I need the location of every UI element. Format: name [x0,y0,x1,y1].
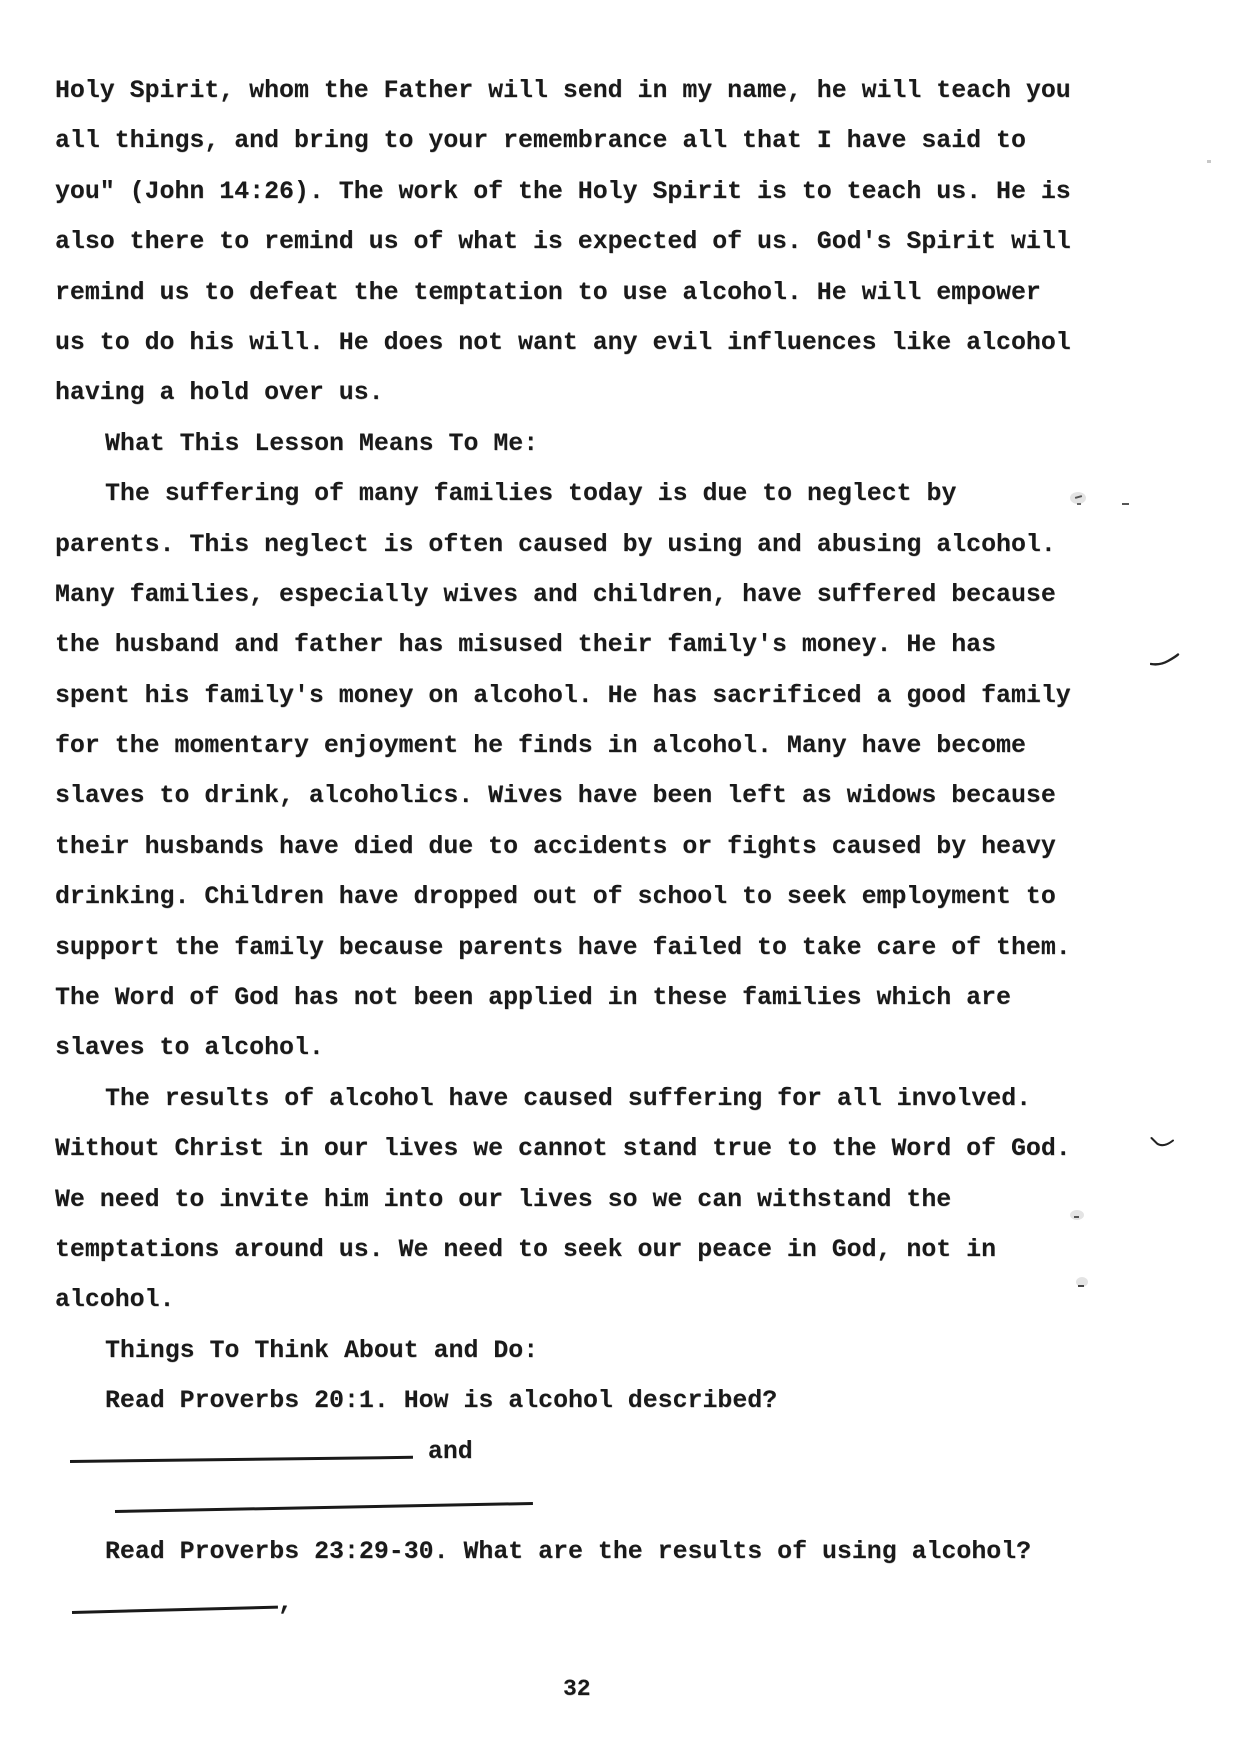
text-line: Things To Think About and Do: [105,1336,539,1365]
answer-blank-rule [70,1455,413,1462]
fill-in-blank-line [55,1578,1195,1628]
text-line: The suffering of many families today is due to neglect by [105,480,957,509]
scan-speck [1078,1285,1084,1287]
text-line: their husbands have died due to accidents or fights caused by heavy [55,832,1056,861]
text-line: us to do his will. He does not want any evil influences like alcohol [55,328,1071,357]
fill-line-text: and [413,1437,473,1466]
scan-speck [1122,503,1129,505]
pen-dash-mark [1150,651,1180,669]
text-line: The Word of God has not been applied in these families which are [55,984,1011,1013]
scan-smudge [1070,1210,1084,1220]
text-line: also there to remind us of what is expected of us. God's Spirit will [55,228,1071,257]
typewritten-text-block [55,66,1195,1628]
text-line: for the momentary enjoyment he finds in alcohol. Many have become [55,732,1026,761]
scan-speck [1077,503,1081,505]
text-line: Holy Spirit, whom the Father will send in my name, he will teach you [55,77,1071,105]
text-line: slaves to drink, alcoholics. Wives have been left as widows because [55,782,1056,811]
fill-line-text: , [278,1588,293,1617]
text-line: you" (John 14:26). The work of the Holy Spirit is to teach us. He is [55,177,1071,206]
text-line: having a hold over us. [55,379,384,408]
text-line: parents. This neglect is often caused by using and abusing alcohol. [55,530,1056,559]
text-line: support the family because parents have failed to take care of them. [55,933,1071,962]
text-line: remind us to defeat the temptation to use alcohol. He will empower [55,278,1041,307]
text-line: Without Christ in our lives we cannot stand true to the Word of God. [55,1135,1071,1164]
text-line: Read Proverbs 23:29-30. What are the results of using alcohol? [105,1538,1032,1567]
scan-speck [1207,160,1211,163]
text-line: slaves to alcohol. [55,1034,324,1063]
fill-in-blank-line [55,1427,1195,1477]
text-line: the husband and father has misused their family's money. He has [55,631,997,660]
tilde-mark [1150,1134,1176,1152]
scan-speck [1074,1216,1079,1218]
text-line: Read Proverbs 20:1. How is alcohol described? [105,1387,778,1416]
text-line: spent his family's money on alcohol. He has sacrificed a good family [55,681,1071,710]
text-line: We need to invite him into our lives so we can withstand the [55,1185,952,1214]
fill-in-blank-line [55,1477,1195,1527]
answer-blank-rule [115,1502,533,1513]
text-line: temptations around us. We need to seek our peace in God, not in [55,1235,997,1264]
text-line: The results of alcohol have caused suffering for all involved. [105,1084,1032,1113]
page-number: 32 [563,1676,591,1702]
answer-blank-rule [72,1605,278,1613]
text-line: all things, and bring to your remembrance all that I have said to [55,127,1026,156]
text-line: drinking. Children have dropped out of school to seek employment to [55,883,1056,912]
text-line: alcohol. [55,1286,175,1315]
text-line: Many families, especially wives and children, have suffered because [55,580,1056,609]
text-line: What This Lesson Means To Me: [105,429,539,458]
